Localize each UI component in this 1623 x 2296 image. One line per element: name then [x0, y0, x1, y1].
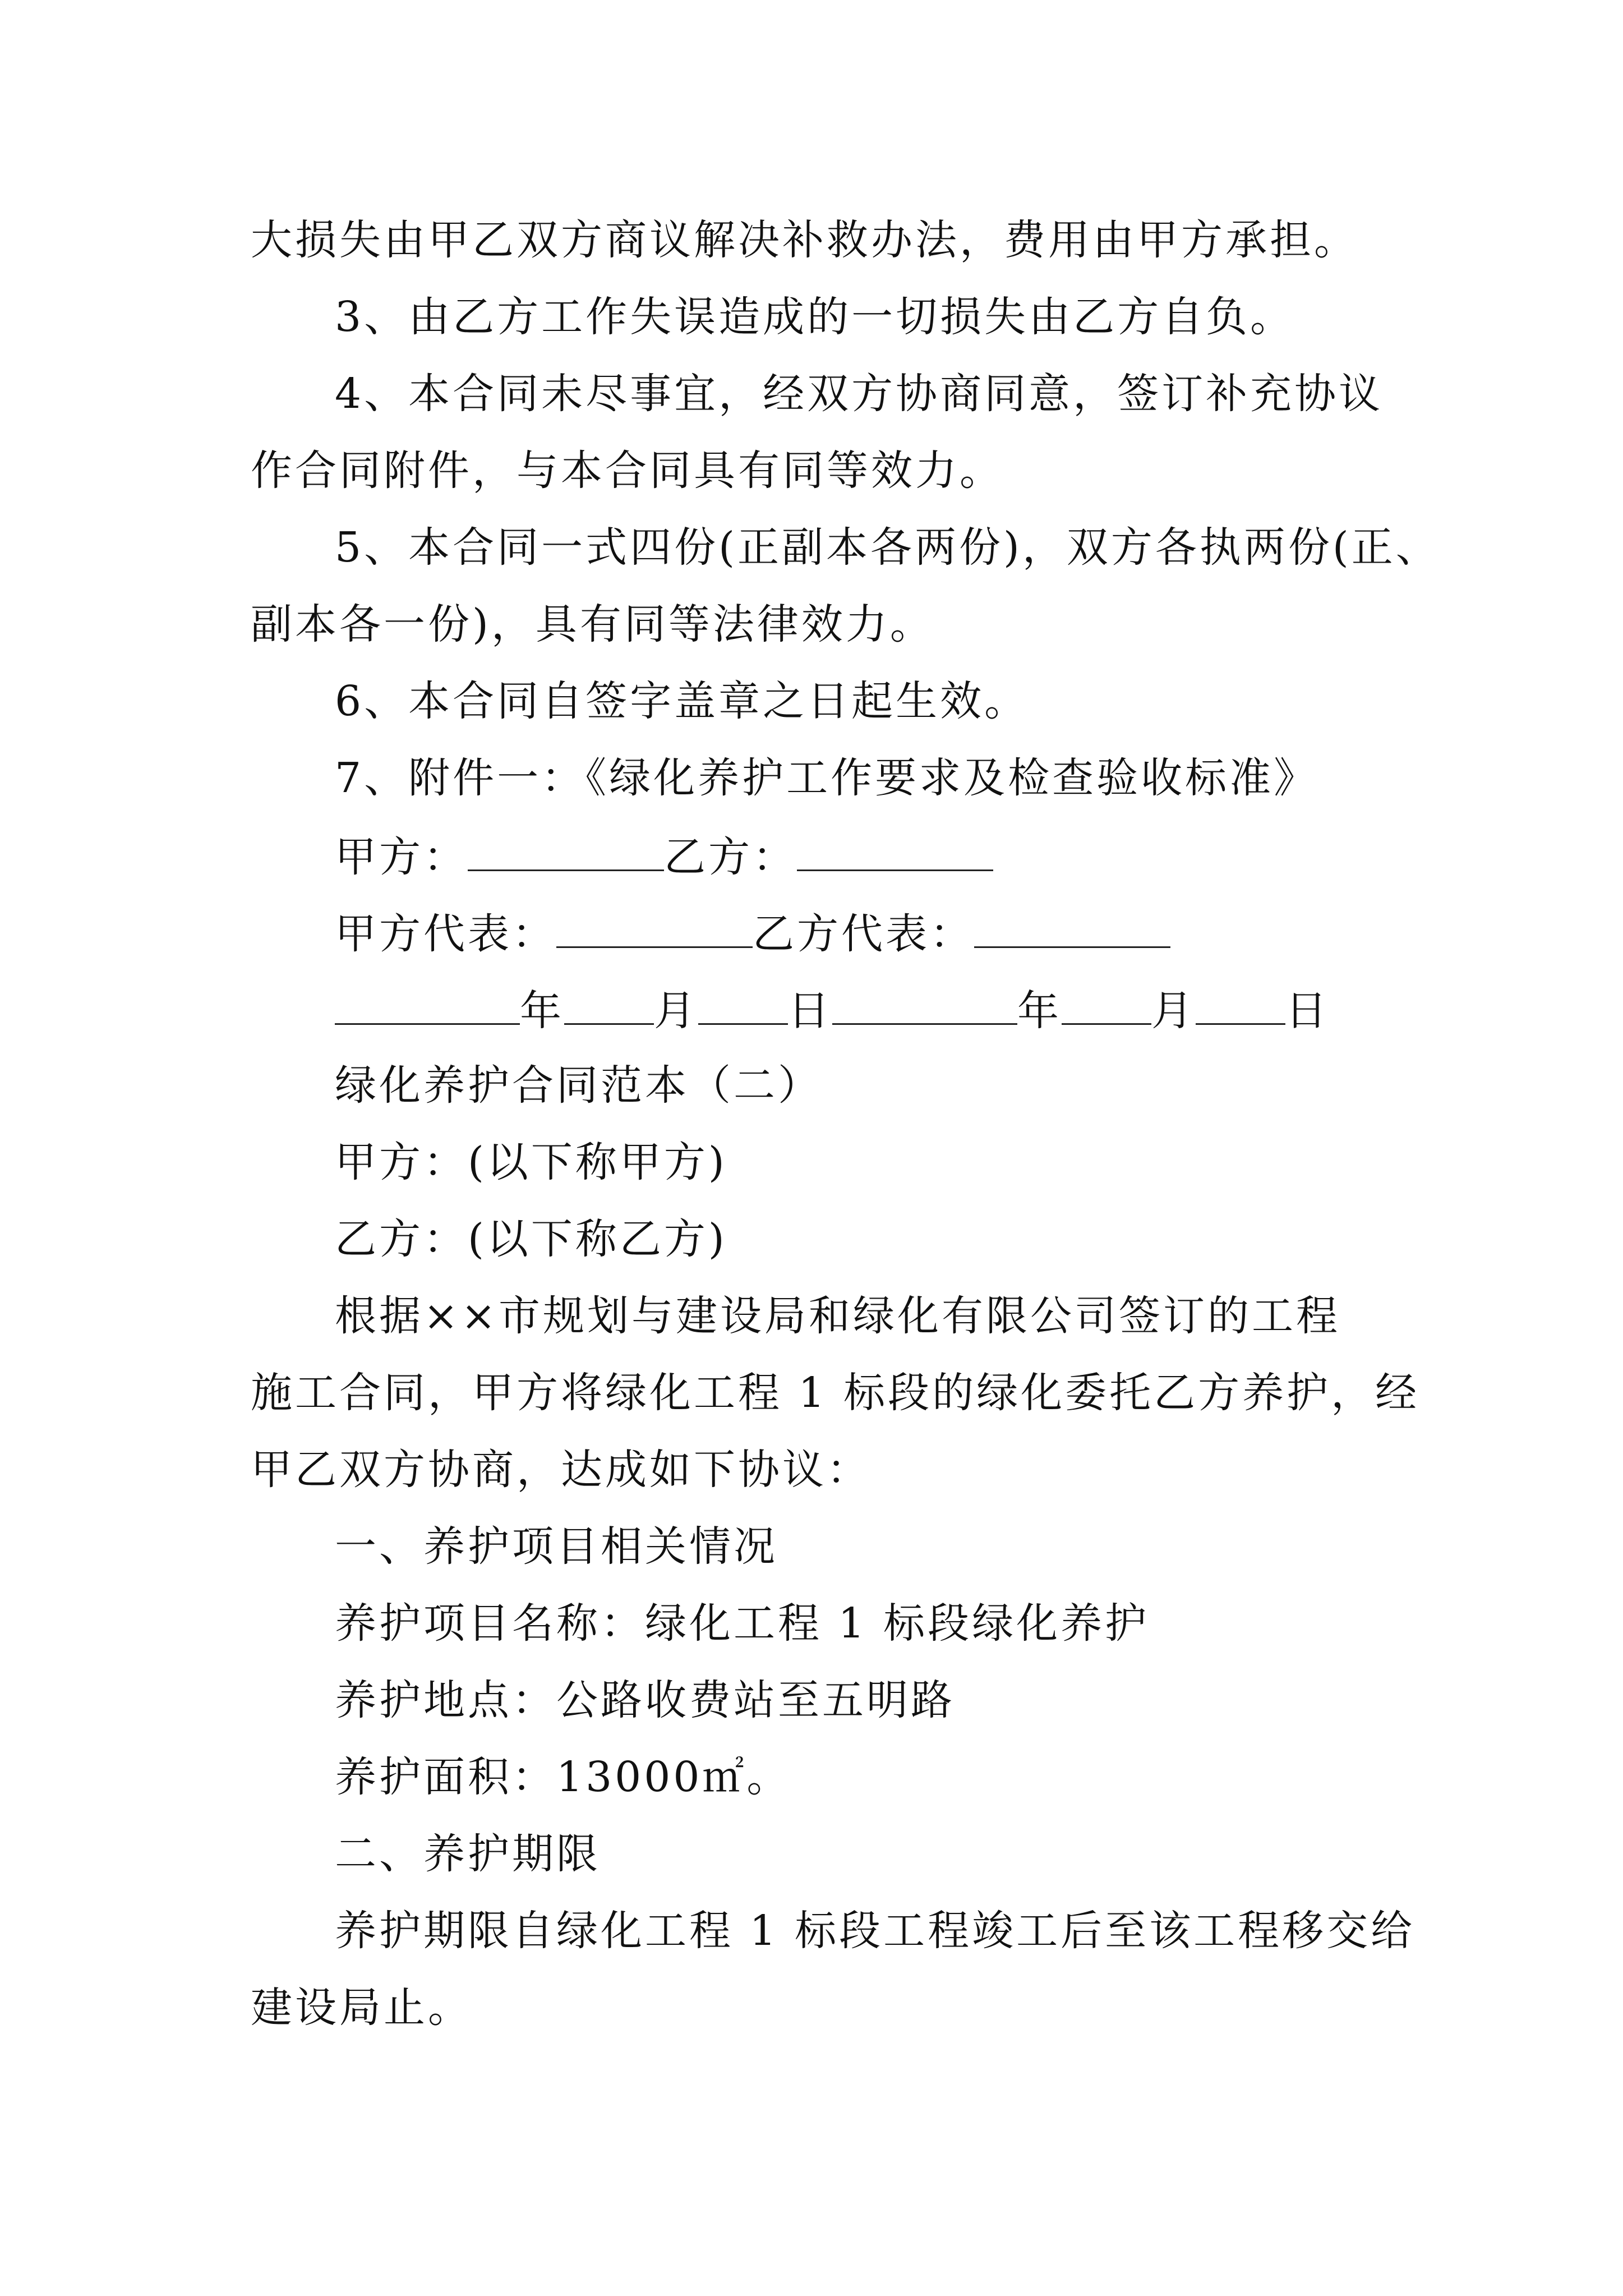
paragraph-line: 7、附件一：《绿化养护工作要求及检查验收标准》: [335, 754, 1318, 802]
year-b-blank: [832, 982, 1017, 1025]
rep-a-label: 甲方代表：: [335, 910, 556, 958]
party-b-label: 乙方：: [664, 833, 797, 881]
paragraph-line: 副本各一份)，具有同等法律效力。: [251, 600, 934, 648]
party-a-blank: [468, 828, 664, 871]
year-a-blank: [335, 982, 520, 1025]
paragraph-line: 根据××市规划与建设局和绿化有限公司签订的工程: [335, 1292, 1341, 1340]
paragraph-line: 甲方：(以下称甲方): [335, 1138, 727, 1186]
paragraph-line: 养护期限自绿化工程 1 标段工程竣工后至该工程移交给: [335, 1907, 1415, 1955]
signature-date-line: [251, 982, 1389, 1059]
paragraph-line: 大损失由甲乙双方商议解决补救办法，费用由甲方承担。: [251, 216, 1358, 264]
rep-a-blank: [556, 905, 753, 948]
section-heading: 二、养护期限: [335, 1830, 601, 1878]
day-a-blank: [698, 982, 788, 1025]
paragraph-line: 乙方：(以下称乙方): [335, 1215, 727, 1263]
party-a-label: 甲方：: [335, 833, 468, 881]
month-b-blank: [1062, 982, 1151, 1025]
paragraph-line: 养护项目名称：绿化工程 1 标段绿化养护: [335, 1599, 1150, 1648]
paragraph-line: 施工合同，甲方将绿化工程 1 标段的绿化委托乙方养护，经: [251, 1369, 1420, 1417]
section-title: 绿化养护合同范本（二）: [335, 1061, 822, 1110]
paragraph-line: 3、由乙方工作失误造成的一切损失由乙方自负。: [335, 293, 1295, 341]
party-b-blank: [797, 828, 993, 871]
day-b-label: 日: [1285, 987, 1330, 1035]
signature-reps-line: [251, 905, 1389, 982]
rep-b-label: 乙方代表：: [753, 910, 974, 958]
day-b-blank: [1196, 982, 1285, 1025]
day-a-label: 日: [788, 987, 832, 1035]
month-b-label: 月: [1151, 987, 1196, 1035]
year-b-label: 年: [1017, 987, 1062, 1035]
month-a-blank: [564, 982, 654, 1025]
document-body: [251, 213, 1440, 2058]
rep-b-blank: [974, 905, 1170, 948]
month-a-label: 月: [654, 987, 698, 1035]
paragraph-line: 养护地点：公路收费站至五明路: [335, 1676, 955, 1724]
signature-parties-line: [251, 828, 1389, 905]
paragraph-line: 5、本合同一式四份(正副本各两份)，双方各执两份(正、: [335, 523, 1440, 572]
paragraph-line: 作合同附件，与本合同具有同等效力。: [251, 447, 1004, 495]
section-heading: 一、养护项目相关情况: [335, 1522, 778, 1571]
paragraph-line: 6、本合同自签字盖章之日起生效。: [335, 677, 1029, 725]
paragraph-line: 甲乙双方协商，达成如下协议：: [251, 1446, 871, 1494]
paragraph-line: 建设局止。: [251, 1984, 472, 2032]
year-a-label: 年: [520, 987, 564, 1035]
paragraph-line: 养护面积：13000㎡。: [335, 1753, 791, 1801]
paragraph-line: 4、本合同未尽事宜，经双方协商同意，签订补充协议: [335, 370, 1384, 418]
